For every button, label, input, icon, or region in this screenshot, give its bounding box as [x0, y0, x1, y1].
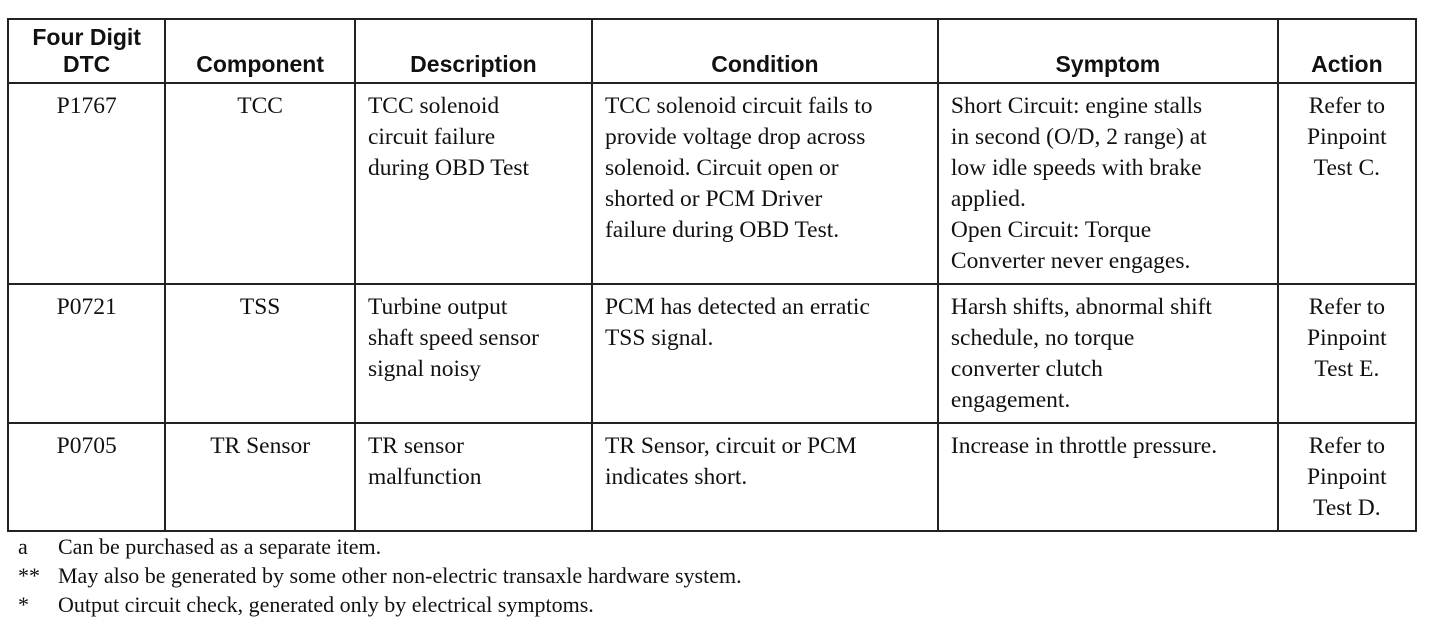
component-cell: TR Sensor [165, 423, 355, 531]
footnote-text: May also be generated by some other non-electric transaxle hardware system. [58, 563, 742, 588]
action-cell: Refer to Pinpoint Test D. [1278, 423, 1416, 531]
symptom-cell: Short Circuit: engine stalls in second (O/D, 2 range) at low idle speeds with brake applied. Open Circuit: Torque Converter never engages. [938, 83, 1278, 284]
footnote-mark: * [18, 592, 29, 617]
footnote-mark: ** [18, 563, 40, 588]
component-cell: TSS [165, 284, 355, 423]
table-row [8, 423, 1416, 531]
footnote [18, 561, 742, 590]
condition-cell: TCC solenoid circuit fails to provide voltage drop across solenoid. Circuit open or shorted or PCM Driver failure during OBD Test. [592, 83, 938, 284]
header-dtc: Four Digit DTC [8, 19, 165, 83]
header-description: Description [355, 19, 592, 83]
dtc-cell: P0705 [8, 423, 165, 531]
symptom-cell: Harsh shifts, abnormal shift schedule, no torque converter clutch engagement. [938, 284, 1278, 423]
header-row [8, 19, 1416, 83]
action-cell: Refer to Pinpoint Test C. [1278, 83, 1416, 284]
condition-cell: TR Sensor, circuit or PCM indicates short. [592, 423, 938, 531]
footnotes [18, 532, 742, 619]
symptom-cell: Increase in throttle pressure. [938, 423, 1278, 531]
header-component: Component [165, 19, 355, 83]
dtc-table [7, 18, 1417, 532]
footnote-mark: a [18, 534, 28, 559]
header-condition: Condition [592, 19, 938, 83]
description-cell: Turbine output shaft speed sensor signal noisy [355, 284, 592, 423]
action-cell: Refer to Pinpoint Test E. [1278, 284, 1416, 423]
component-cell: TCC [165, 83, 355, 284]
header-action: Action [1278, 19, 1416, 83]
footnote-text: Can be purchased as a separate item. [58, 534, 382, 559]
table-row [8, 284, 1416, 423]
description-cell: TCC solenoid circuit failure during OBD Test [355, 83, 592, 284]
description-cell: TR sensor malfunction [355, 423, 592, 531]
footnote [18, 590, 742, 619]
footnote [18, 532, 742, 561]
footnote-text: Output circuit check, generated only by electrical symptoms. [58, 592, 594, 617]
table-row [8, 83, 1416, 284]
header-symptom: Symptom [938, 19, 1278, 83]
dtc-cell: P1767 [8, 83, 165, 284]
condition-cell: PCM has detected an erratic TSS signal. [592, 284, 938, 423]
dtc-cell: P0721 [8, 284, 165, 423]
